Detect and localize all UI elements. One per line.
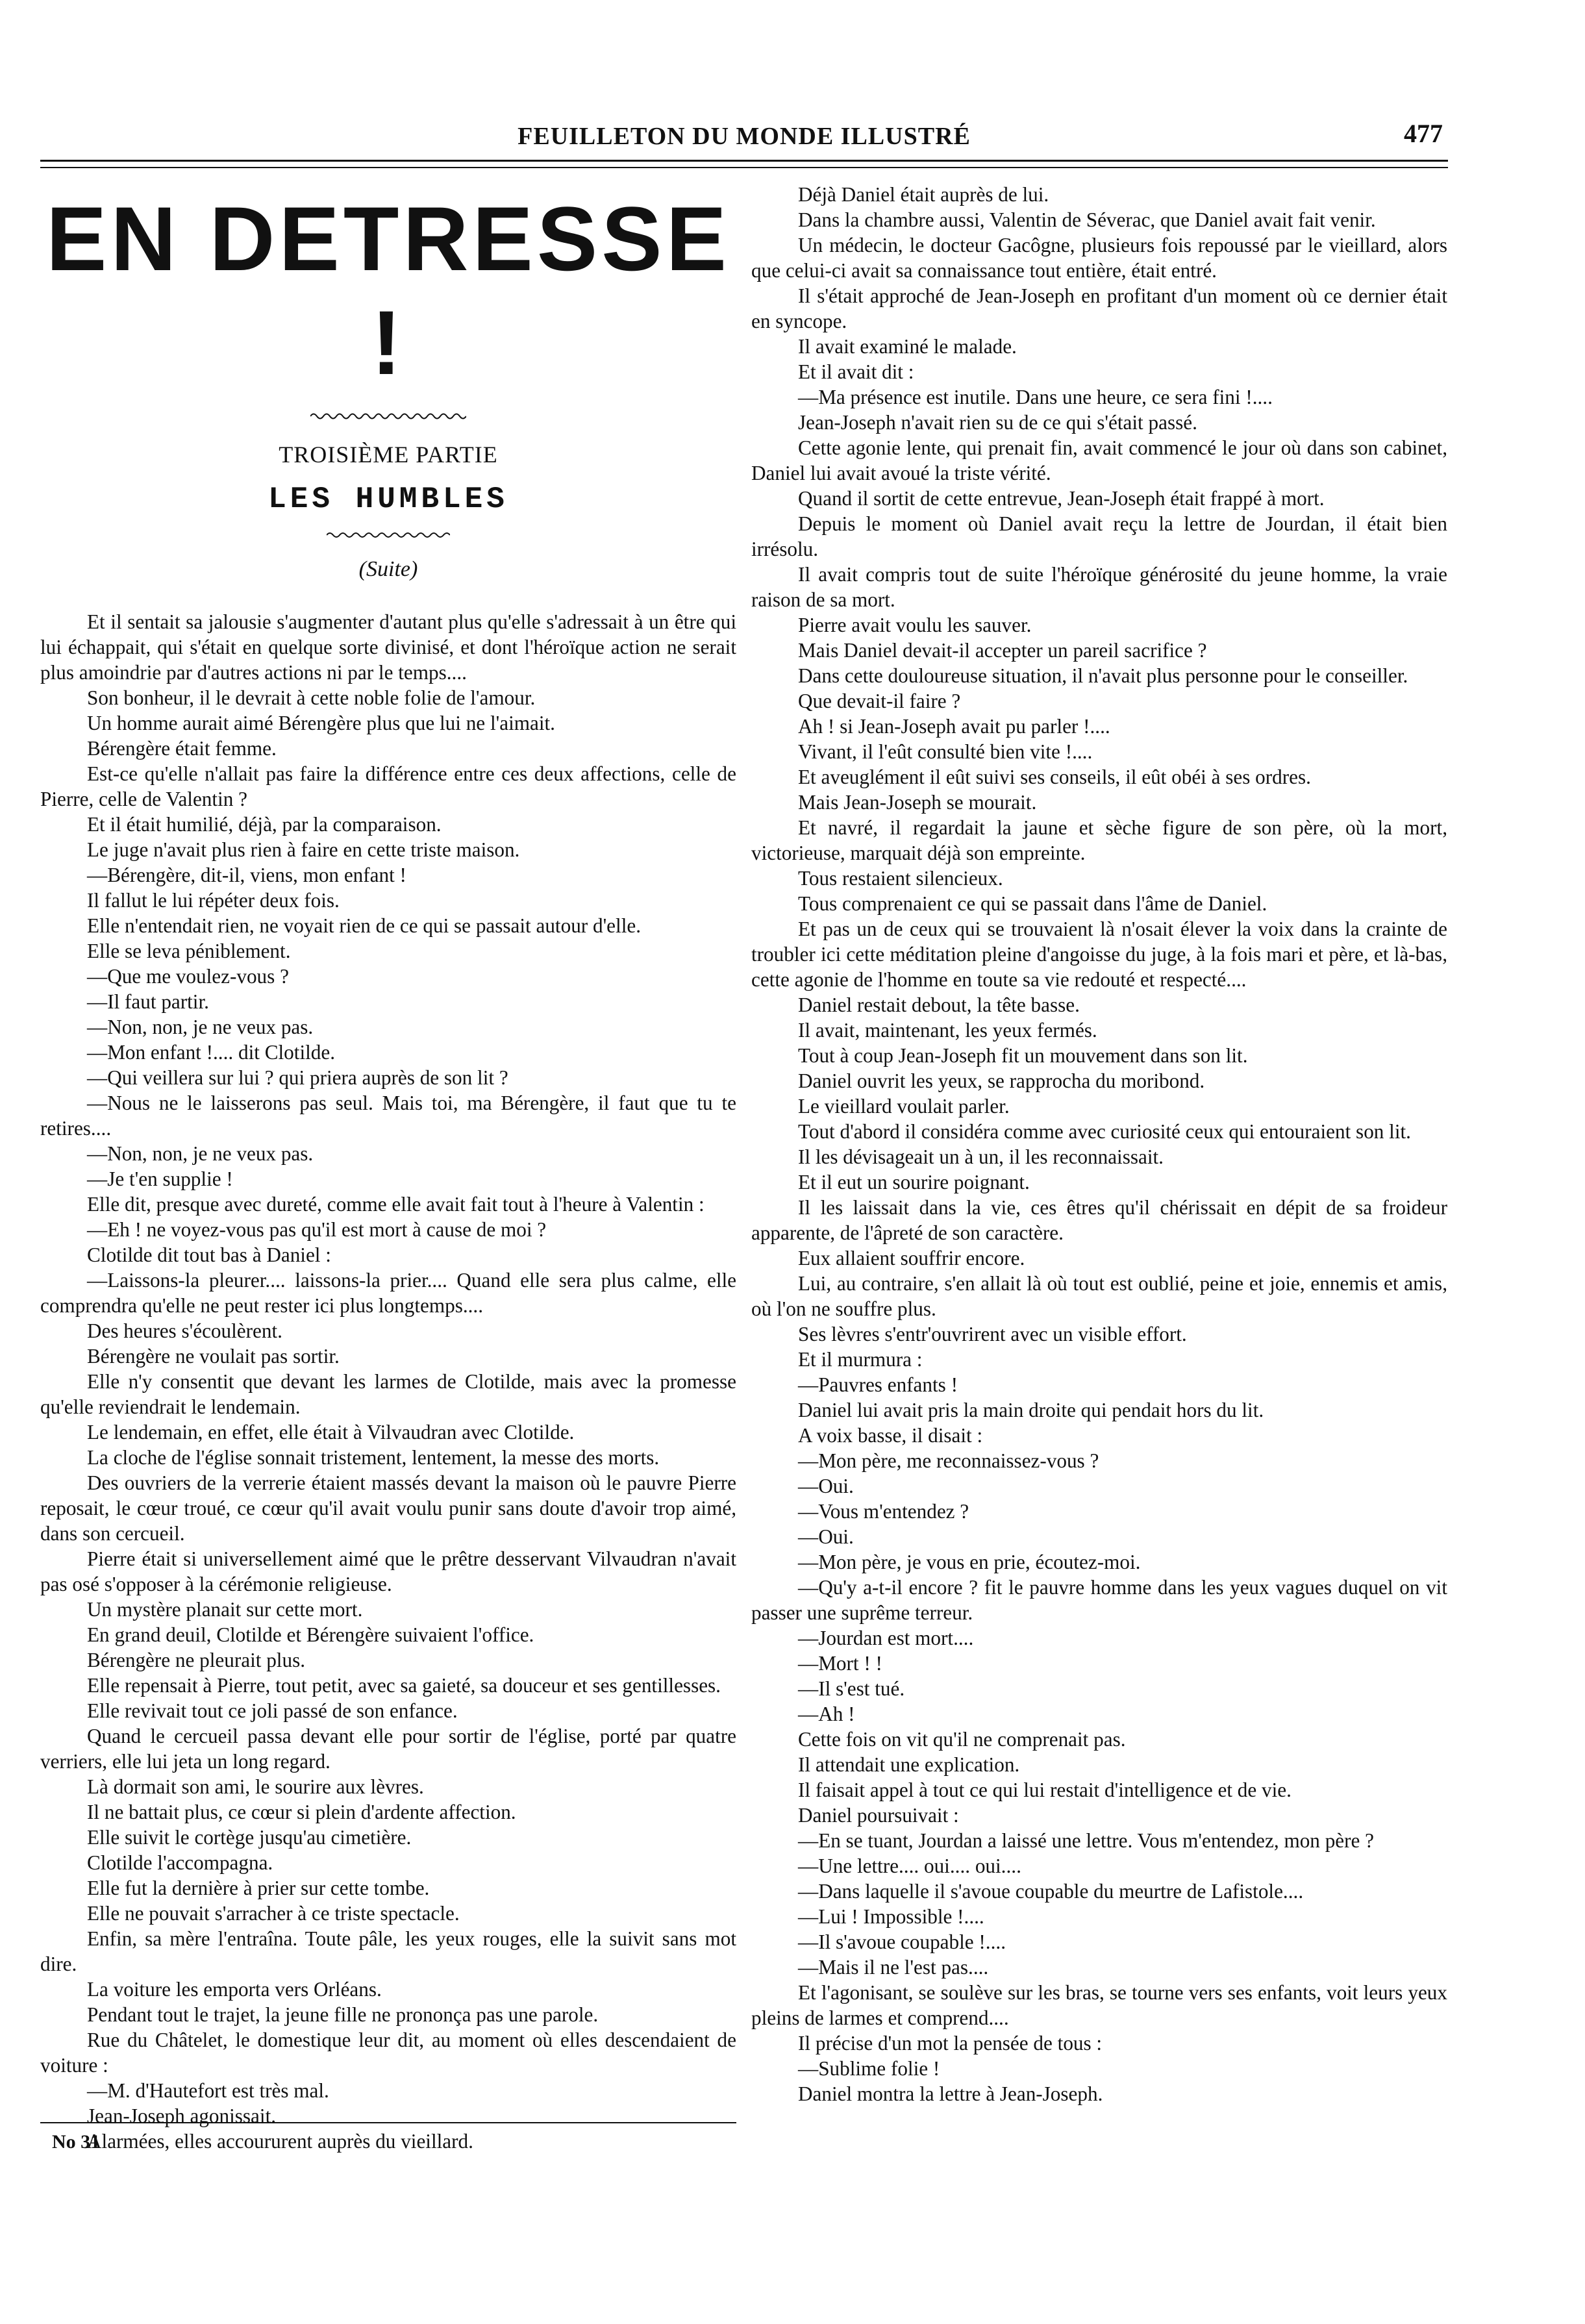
paragraph: —Oui. — [798, 1475, 854, 1497]
paragraph: Tous comprenaient ce qui se passait dans l'âme de Daniel. — [798, 892, 1267, 915]
running-title: FEUILLETON DU MONDE ILLUSTRÉ — [518, 123, 971, 150]
paragraph: Ses lèvres s'entr'ouvrirent avec un visible effort. — [798, 1323, 1187, 1345]
paragraph: —Sublime folie ! — [798, 2057, 940, 2080]
paragraph: Elle dit, presque avec dureté, comme elle avait fait tout à l'heure à Valentin : — [87, 1193, 705, 1216]
paragraph: Cette agonie lente, qui prenait fin, avait commencé le jour où dans son cabinet, Daniel lui avait avoué la triste vérité. — [751, 436, 1447, 484]
paragraph: Un médecin, le docteur Gacôgne, plusieurs fois repoussé par le vieillard, alors que celui-ci avait sa connaissance tout entière, était entré. — [751, 234, 1447, 282]
paragraph: Son bonheur, il le devrait à cette noble folie de l'amour. — [87, 686, 536, 709]
paragraph: Il avait examiné le malade. — [798, 335, 1017, 358]
paragraph: Jean-Joseph agonissait. — [87, 2105, 277, 2127]
paragraph: Elle se leva péniblement. — [87, 940, 291, 962]
paragraph: —Ah ! — [798, 1703, 855, 1725]
paragraph: Mais Daniel devait-il accepter un pareil sacrifice ? — [798, 639, 1207, 662]
part-heading: TROISIÈME PARTIE — [279, 442, 498, 468]
paragraph: Mais Jean-Joseph se mourait. — [798, 791, 1037, 814]
paragraph: La voiture les emporta vers Orléans. — [87, 1978, 382, 2001]
paragraph: Elle suivit le cortège jusqu'au cimetière. — [87, 1826, 412, 1849]
paragraph: Depuis le moment où Daniel avait reçu la lettre de Jourdan, il était bien irrésolu. — [751, 512, 1447, 560]
section-subtitle: LES HUMBLES — [268, 482, 508, 516]
paragraph: —Que me voulez-vous ? — [87, 965, 289, 988]
paragraph: —Non, non, je ne veux pas. — [87, 1142, 314, 1165]
paragraph: Et il sentait sa jalousie s'augmenter d'autant plus qu'elle s'adressait à un être qui lui échappait, qui s'était en quelque sorte divinisé, et dont l'héroïque action ne serait plus amoindrie par d'autres actions ni par le temps.... — [40, 610, 736, 684]
paragraph: Elle n'entendait rien, ne voyait rien de ce qui se passait autour d'elle. — [87, 914, 641, 937]
paragraph: Daniel restait debout, la tête basse. — [798, 993, 1080, 1016]
paragraph: Bérengère ne voulait pas sortir. — [87, 1345, 340, 1368]
paragraph: Enfin, sa mère l'entraîna. Toute pâle, les yeux rouges, elle la suivit sans mot dire. — [40, 1927, 736, 1975]
paragraph: Lui, au contraire, s'en allait là où tout est oublié, peine et joie, ennemis et amis, où l'on ne souffre plus. — [751, 1272, 1447, 1320]
paragraph: Il avait compris tout de suite l'héroïque générosité du jeune homme, la vraie raison de sa mort. — [751, 563, 1447, 611]
paragraph: Daniel ouvrit les yeux, se rapprocha du moribond. — [798, 1069, 1205, 1092]
paragraph: Tout d'abord il considéra comme avec curiosité ceux qui entouraient son lit. — [798, 1120, 1411, 1143]
left-column-text — [40, 609, 736, 2154]
paragraph: —Il s'avoue coupable !.... — [798, 1930, 1006, 1953]
paragraph: —Mon enfant !.... dit Clotilde. — [87, 1041, 336, 1064]
paragraph: Bérengère était femme. — [87, 737, 277, 760]
paragraph: Elle fut la dernière à prier sur cette tombe. — [87, 1877, 430, 1899]
paragraph: —Une lettre.... oui.... oui.... — [798, 1855, 1021, 1877]
paragraph: —Nous ne le laisserons pas seul. Mais toi, ma Bérengère, il faut que tu te retires.... — [40, 1092, 736, 1140]
paragraph: —Mort ! ! — [798, 1652, 882, 1675]
paragraph: —Mon père, me reconnaissez-vous ? — [798, 1449, 1099, 1472]
paragraph: —Mais il ne l'est pas.... — [798, 1956, 989, 1979]
paragraph: Vivant, il l'eût consulté bien vite !.... — [798, 740, 1093, 763]
paragraph: Le vieillard voulait parler. — [798, 1095, 1010, 1118]
paragraph: —Je t'en supplie ! — [87, 1168, 233, 1190]
page-header — [40, 119, 1448, 156]
left-column — [40, 175, 736, 2154]
paragraph: Et navré, il regardait la jaune et sèche figure de son père, où la mort, victorieuse, marquait déjà son empreinte. — [751, 816, 1447, 864]
issue-number: No 31 — [52, 2131, 101, 2153]
header-rule — [40, 160, 1448, 168]
paragraph: Daniel lui avait pris la main droite qui pendait hors du lit. — [798, 1399, 1264, 1421]
paragraph: Quand le cercueil passa devant elle pour sortir de l'église, porté par quatre verriers, elle lui jeta un long regard. — [40, 1725, 736, 1773]
paragraph: —En se tuant, Jourdan a laissé une lettre. Vous m'entendez, mon père ? — [798, 1829, 1374, 1852]
paragraph: Daniel montra la lettre à Jean-Joseph. — [798, 2082, 1103, 2105]
paragraph: —Pauvres enfants ! — [798, 1373, 958, 1396]
paragraph: Elle ne pouvait s'arracher à ce triste spectacle. — [87, 1902, 460, 1925]
paragraph: —M. d'Hautefort est très mal. — [87, 2079, 329, 2102]
paragraph: Est-ce qu'elle n'allait pas faire la différence entre ces deux affections, celle de Pierre, celle de Valentin ? — [40, 762, 736, 810]
paragraph: Eux allaient souffrir encore. — [798, 1247, 1025, 1269]
paragraph: Il fallut le lui répéter deux fois. — [87, 889, 340, 912]
paragraph: En grand deuil, Clotilde et Bérengère suivaient l'office. — [87, 1623, 534, 1646]
paragraph: Des heures s'écoulèrent. — [87, 1319, 282, 1342]
ornament-divider — [310, 412, 466, 421]
paragraph: Tous restaient silencieux. — [798, 867, 1003, 890]
paragraph: Elle n'y consentit que devant les larmes de Clotilde, mais avec la promesse qu'elle reviendrait le lendemain. — [40, 1370, 736, 1418]
paragraph: —Il faut partir. — [87, 990, 209, 1013]
paragraph: Le juge n'avait plus rien à faire en cette triste maison. — [87, 838, 520, 861]
paragraph: Il s'était approché de Jean-Joseph en profitant d'un moment où ce dernier était en syncope. — [751, 284, 1447, 332]
paragraph: Il avait, maintenant, les yeux fermés. — [798, 1019, 1097, 1042]
paragraph: —Qu'y a-t-il encore ? fit le pauvre homme dans les yeux vagues duquel on vit passer une suprême terreur. — [751, 1576, 1447, 1624]
story-title: EN DETRESSE ! — [46, 188, 730, 394]
paragraph: Rue du Châtelet, le domestique leur dit, au moment où elles descendaient de voiture : — [40, 2029, 736, 2077]
paragraph: —Qui veillera sur lui ? qui priera auprès de son lit ? — [87, 1066, 508, 1089]
paragraph: Il précise d'un mot la pensée de tous : — [798, 2032, 1103, 2055]
paragraph: Dans cette douloureuse situation, il n'avait plus personne pour le conseiller. — [798, 664, 1408, 687]
paragraph: Et pas un de ceux qui se trouvaient là n'osait élever la voix dans la crainte de troubler ici cette méditation pleine d'angoisse du juge, à la fois mari et père, et là-bas, cette agonie de l'homme en toute sa vie redouté et respecté.... — [751, 918, 1447, 991]
paragraph: —Ma présence est inutile. Dans une heure, ce sera fini !.... — [798, 386, 1273, 408]
paragraph: Il faisait appel à tout ce qui lui restait d'intelligence et de vie. — [798, 1779, 1292, 1801]
paragraph: Ah ! si Jean-Joseph avait pu parler !.... — [798, 715, 1110, 738]
paragraph: Il les dévisageait un à un, il les reconnaissait. — [798, 1145, 1164, 1168]
paragraph: Il les laissait dans la vie, ces êtres qu'il chérissait en dépit de sa froideur apparente, de l'âpreté de son caractère. — [751, 1196, 1447, 1244]
paragraph: —Il s'est tué. — [798, 1677, 905, 1700]
paragraph: Déjà Daniel était auprès de lui. — [798, 183, 1049, 206]
paragraph: La cloche de l'église sonnait tristement, lentement, la messe des morts. — [87, 1446, 660, 1469]
paragraph: Elle revivait tout ce joli passé de son enfance. — [87, 1699, 458, 1722]
paragraph: Clotilde l'accompagna. — [87, 1851, 273, 1874]
page-number: 477 — [1404, 119, 1443, 148]
paragraph: Clotilde dit tout bas à Daniel : — [87, 1243, 331, 1266]
paragraph: Pierre était si universellement aimé que le prêtre desservant Vilvaudran n'avait pas osé s'opposer à la cérémonie religieuse. — [40, 1547, 736, 1595]
paragraph: —Non, non, je ne veux pas. — [87, 1016, 314, 1038]
paragraph: —Vous m'entendez ? — [798, 1500, 969, 1523]
paragraph: Et il était humilié, déjà, par la comparaison. — [87, 813, 442, 836]
right-column — [751, 182, 1447, 2106]
paragraph: Et aveuglément il eût suivi ses conseils, il eût obéi à ses ordres. — [798, 766, 1311, 788]
paragraph: Elle repensait à Pierre, tout petit, avec sa gaieté, sa douceur et ses gentillesses. — [87, 1674, 721, 1697]
paragraph: Jean-Joseph n'avait rien su de ce qui s'était passé. — [798, 411, 1197, 434]
paragraph: —Mon père, je vous en prie, écoutez-moi. — [798, 1551, 1141, 1573]
paragraph: Tout à coup Jean-Joseph fit un mouvement dans son lit. — [798, 1044, 1248, 1067]
paragraph: Bérengère ne pleurait plus. — [87, 1649, 305, 1671]
paragraph: Et il avait dit : — [798, 360, 914, 383]
paragraph: —Oui. — [798, 1525, 854, 1548]
paragraph: —Eh ! ne voyez-vous pas qu'il est mort à cause de moi ? — [87, 1218, 547, 1241]
paragraph: Et il murmura : — [798, 1348, 923, 1371]
continuation-note: (Suite) — [358, 557, 418, 581]
paragraph: —Dans laquelle il s'avoue coupable du meurtre de Lafistole.... — [798, 1880, 1304, 1903]
paragraph: —Bérengère, dit-il, viens, mon enfant ! — [87, 864, 406, 886]
paragraph: Un mystère planait sur cette mort. — [87, 1598, 363, 1621]
paragraph: A voix basse, il disait : — [798, 1424, 983, 1447]
paragraph: —Jourdan est mort.... — [798, 1627, 974, 1649]
paragraph: Que devait-il faire ? — [798, 690, 961, 712]
paragraph: Il attendait une explication. — [798, 1753, 1020, 1776]
paragraph: Le lendemain, en effet, elle était à Vilvaudran avec Clotilde. — [87, 1421, 575, 1443]
paragraph: Alarmées, elles accoururent auprès du vieillard. — [87, 2130, 473, 2153]
paragraph: Et il eut un sourire poignant. — [798, 1171, 1030, 1193]
paragraph: —Laissons-la pleurer.... laissons-la prier.... Quand elle sera plus calme, elle comprendra qu'elle ne peut rester ici plus longtemps.... — [40, 1269, 736, 1317]
paragraph: Un homme aurait aimé Bérengère plus que lui ne l'aimait. — [87, 712, 555, 734]
paragraph: Il ne battait plus, ce cœur si plein d'ardente affection. — [87, 1801, 516, 1823]
paragraph: Là dormait son ami, le sourire aux lèvres. — [87, 1775, 424, 1798]
paragraph: —Lui ! Impossible !.... — [798, 1905, 984, 1928]
paragraph: Dans la chambre aussi, Valentin de Séverac, que Daniel avait fait venir. — [798, 208, 1376, 231]
paragraph: Pierre avait voulu les sauver. — [798, 614, 1032, 636]
paragraph: Pendant tout le trajet, la jeune fille ne prononça pas une parole. — [87, 2003, 599, 2026]
ornament-divider-small — [327, 531, 450, 539]
paragraph: Et l'agonisant, se soulève sur les bras, se tourne vers ses enfants, voit leurs yeux pleins de larmes et comprend.... — [751, 1981, 1447, 2029]
paragraph: Daniel poursuivait : — [798, 1804, 959, 1827]
paragraph: Des ouvriers de la verrerie étaient massés devant la maison où le pauvre Pierre reposait, le cœur troué, ce cœur qu'il avait voulu punir sans doute d'avoir trop aimé, dans son cercueil. — [40, 1471, 736, 1545]
paragraph: Cette fois on vit qu'il ne comprenait pas. — [798, 1728, 1126, 1751]
right-column-text — [751, 182, 1447, 2106]
footer-rule — [40, 2122, 736, 2123]
paragraph: Quand il sortit de cette entrevue, Jean-Joseph était frappé à mort. — [798, 487, 1325, 510]
